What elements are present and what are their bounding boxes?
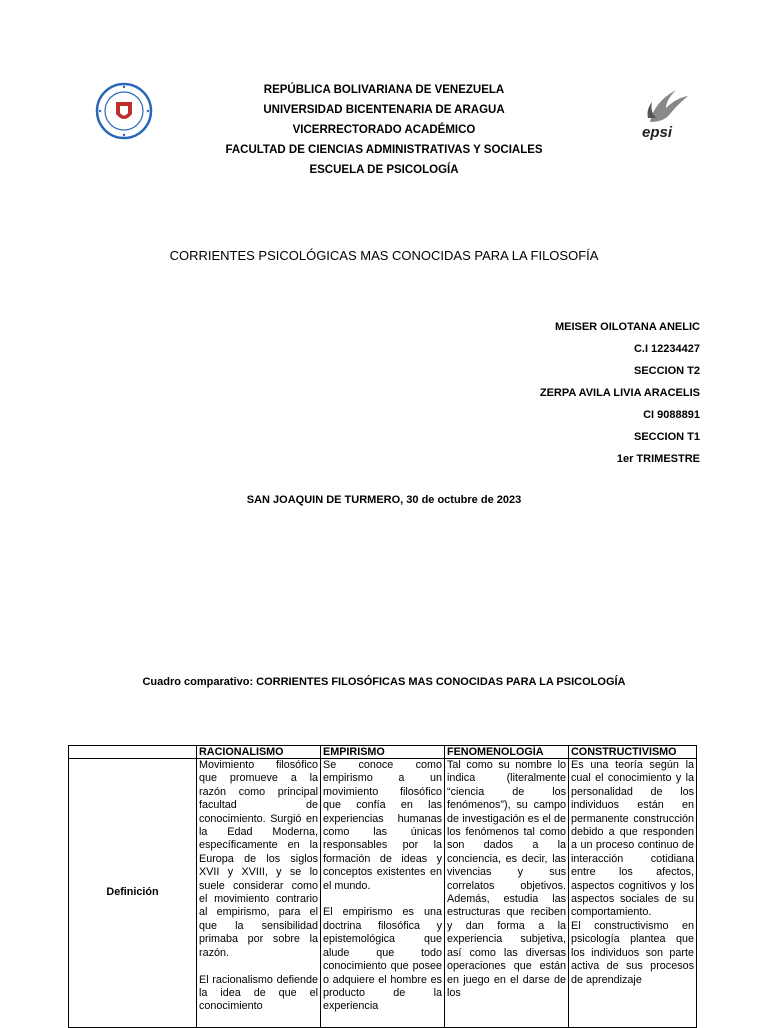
author-line: 1er TRIMESTRE [616, 453, 700, 465]
cell-text: Movimiento filosófico que promueve a la razón como principal facultad de conocimiento. Surgió en la Edad Moderna, específicamente en la Europa de los siglos XVII y XVIII, y se lo suele considerar como el movimiento contrario al empirismo, para el que la sensibilidad primaba por sobre la razón. El racionalismo defiende la idea de que el conocimiento [199, 759, 318, 1013]
cell-fenomenologia [445, 759, 569, 1028]
author-line: ZERPA AVILA LIVIA ARACELIS [539, 387, 700, 399]
comparison-table [68, 745, 697, 1028]
cell-text: Es una teoría según la cual el conocimiento y la personalidad de los individuos están en permanente construcción debido a que responden a un proceso continuo de interacción cotidiana entre los afectos, aspectos cognitivos y los aspectos sociales de su comportamiento. El constructivismo en psicología plantea que los individuos son parte activa de sus procesos de aprendizaje [571, 759, 694, 986]
epsi-logo [636, 84, 698, 142]
row-label-definicion: Definición [69, 759, 197, 1028]
document-title: CORRIENTES PSICOLÓGICAS MAS CONOCIDAS PARA LA FILOSOFÍA [169, 248, 599, 263]
header-line: VICERRECTORADO ACADÉMICO [292, 124, 476, 136]
authors-block [540, 316, 700, 470]
table-header-racionalismo: RACIONALISMO [197, 746, 321, 759]
cell-empirismo [321, 759, 445, 1028]
table-header-fenomenologia: FENOMENOLOGÍA [445, 746, 569, 759]
institution-header [150, 80, 618, 180]
header-line: REPÚBLICA BOLIVARIANA DE VENEZUELA [263, 84, 505, 96]
table-header-empirismo: EMPIRISMO [321, 746, 445, 759]
author-line: CI 9088891 [643, 409, 700, 421]
table-header-empty [69, 746, 197, 759]
table-header-constructivismo: CONSTRUCTIVISMO [569, 746, 697, 759]
table-row [69, 759, 697, 1028]
table-header-row [69, 746, 697, 759]
header-line: ESCUELA DE PSICOLOGÍA [309, 164, 459, 176]
cell-constructivismo [569, 759, 697, 1028]
epsi-logo-text: epsi [642, 124, 673, 141]
author-line: SECCION T2 [633, 365, 700, 377]
cell-text: Tal como su nombre lo indica (literalmente “ciencia de los fenómenos”), su campo de investigación es el de los fenómenos tal como son dados a la conciencia, es decir, las vivencias y sus correlatos objetivos. Además, estudia las estructuras que reciben y dan forma a la experiencia subjetiva, así como las diversas operaciones que están en juego en el darse de los [447, 759, 566, 999]
university-seal-logo [95, 82, 153, 140]
header-line: FACULTAD DE CIENCIAS ADMINISTRATIVAS Y SOCIALES [225, 144, 543, 156]
author-line: MEISER OILOTANA ANELIC [554, 321, 700, 333]
cell-text: Se conoce como empirismo a un movimiento filosófico que confía en las experiencias humanas como las únicas responsables por la formación de ideas y conceptos existentes en el mundo. El empirismo es una doctrina filosófica y epistemológica que alude que todo conocimiento que posee o adquiere el hombre es producto de la experiencia [323, 759, 442, 1013]
table-caption: Cuadro comparativo: CORRIENTES FILOSÓFICAS MAS CONOCIDAS PARA LA PSICOLOGÍA [142, 676, 626, 688]
cell-racionalismo [197, 759, 321, 1028]
place-and-date: SAN JOAQUIN DE TURMERO, 30 de octubre de 2023 [246, 494, 522, 506]
author-line: SECCION T1 [633, 431, 700, 443]
author-line: C.I 12234427 [633, 343, 700, 355]
header-line: UNIVERSIDAD BICENTENARIA DE ARAGUA [263, 104, 505, 116]
